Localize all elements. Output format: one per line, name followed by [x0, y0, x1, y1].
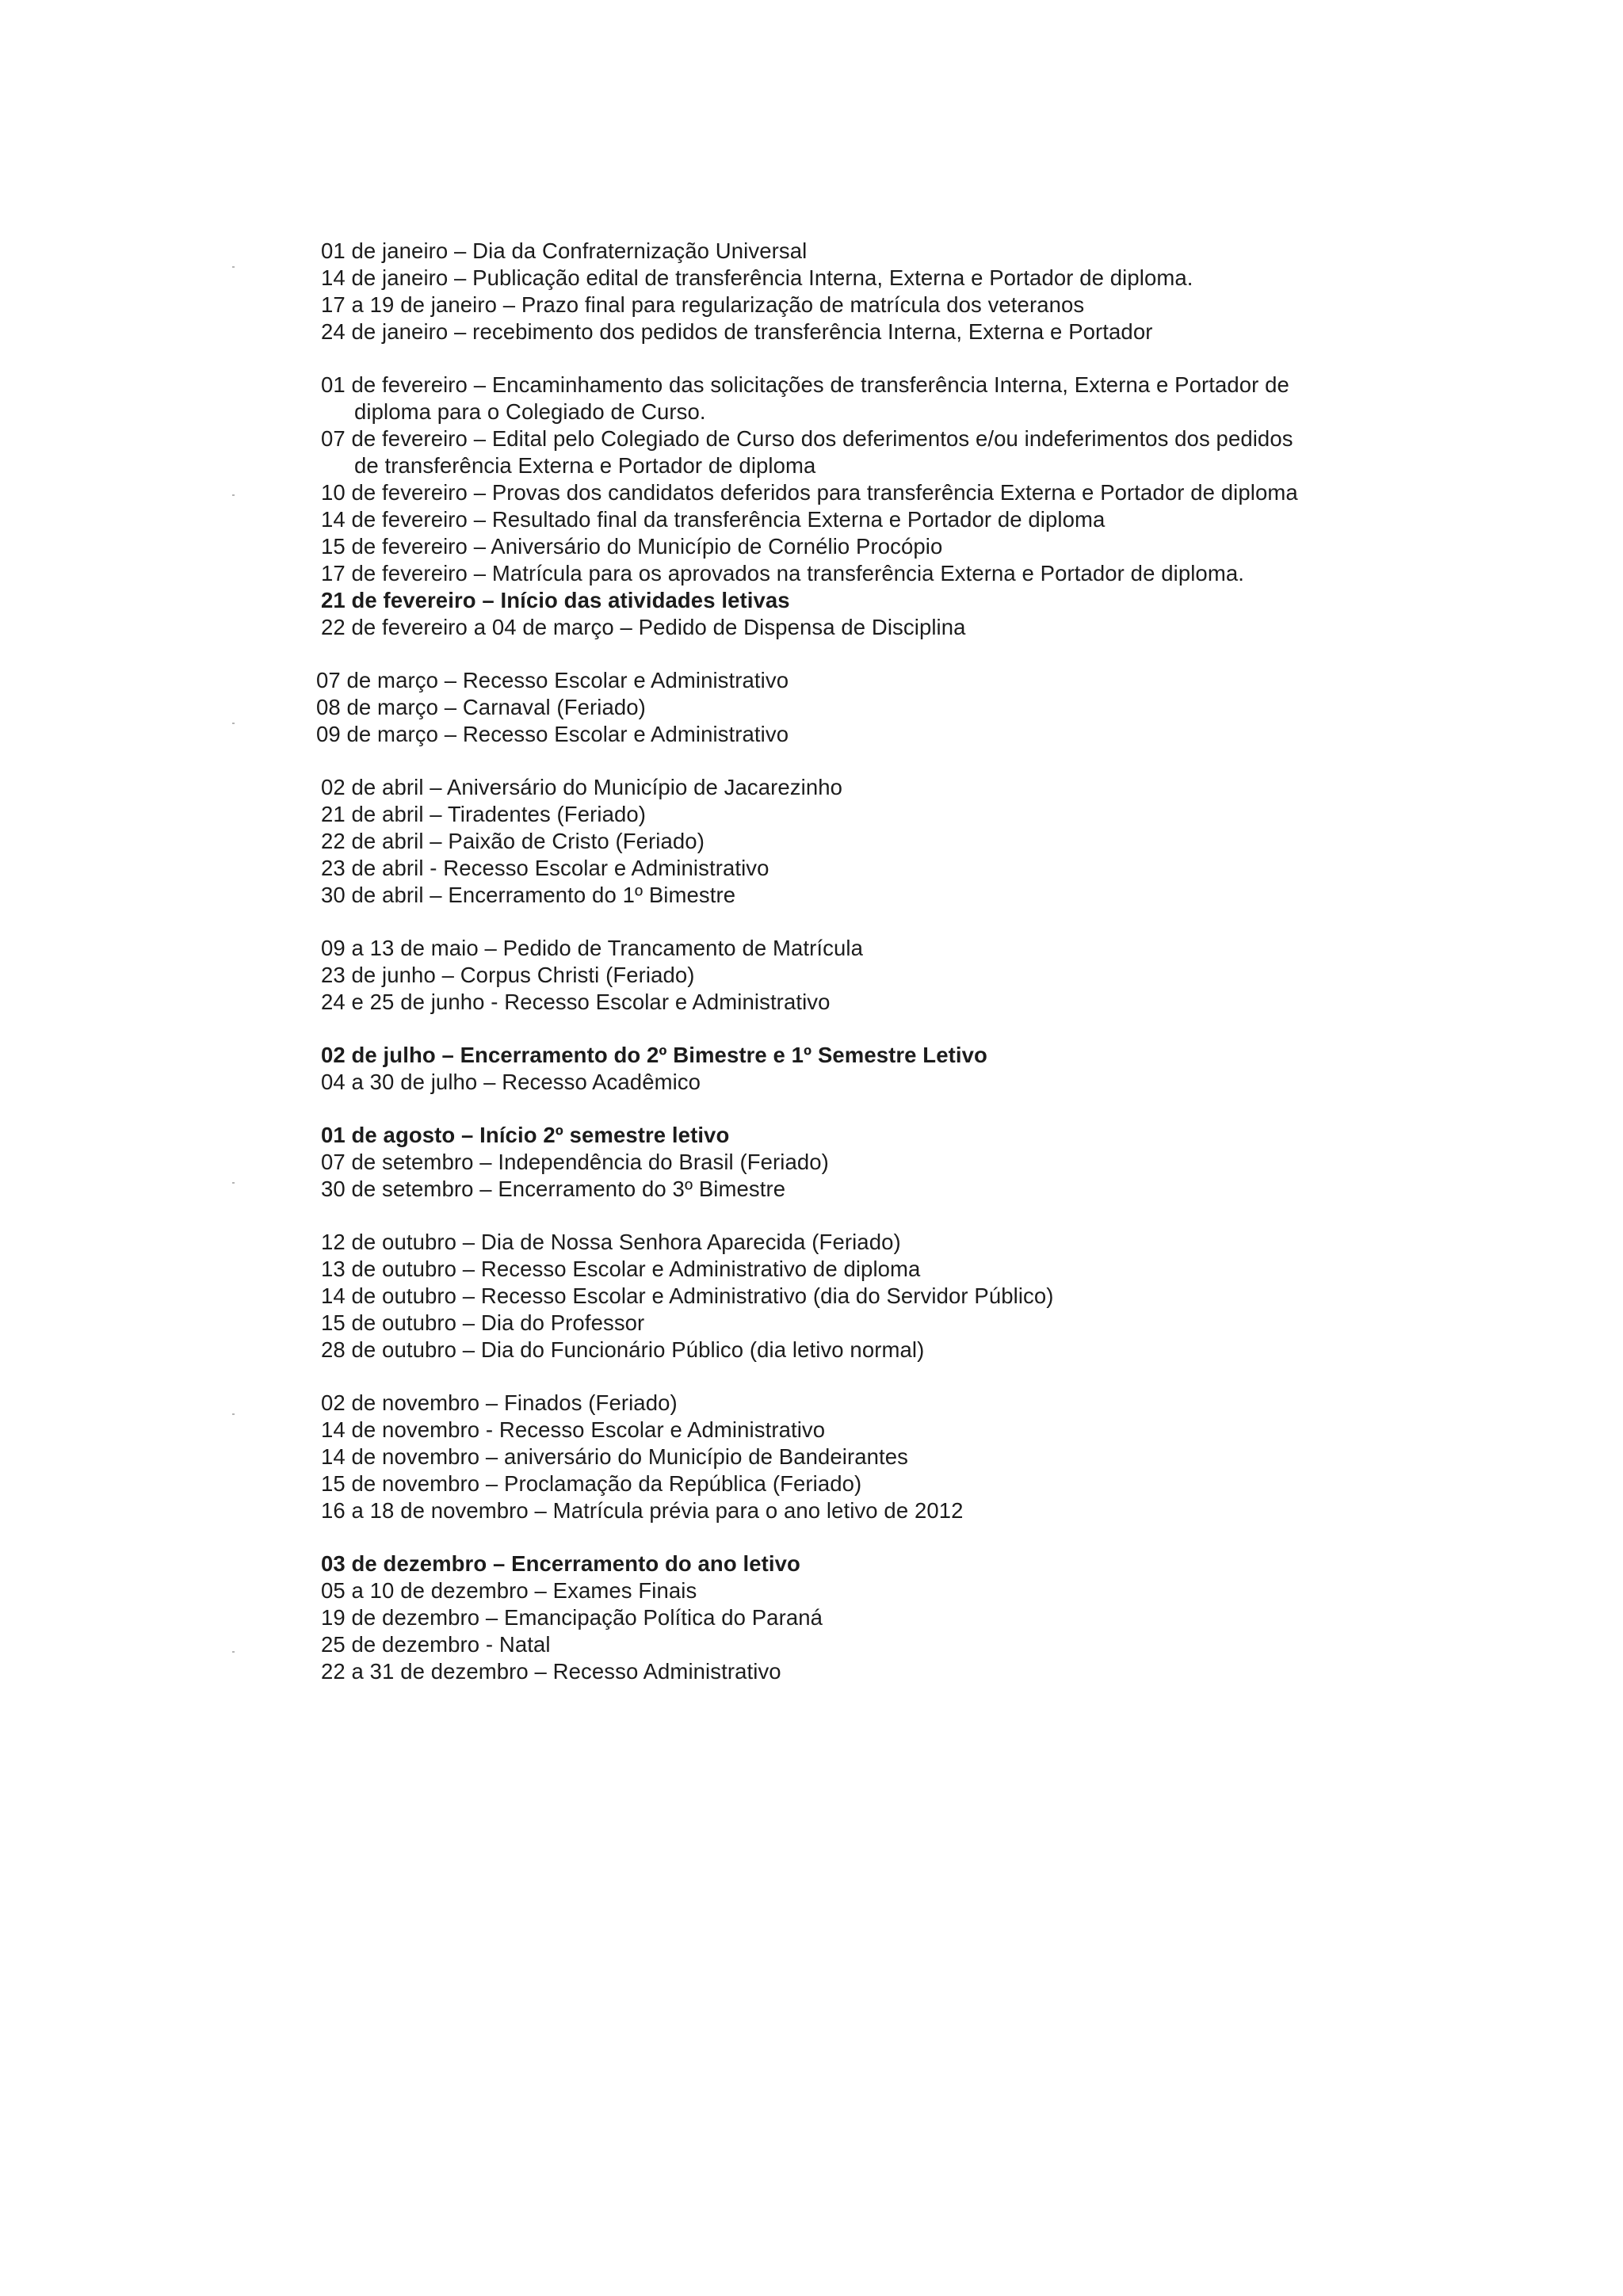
- event-group: [321, 1229, 1399, 1363]
- event-line: 10 de fevereiro – Provas dos candidatos deferidos para transferência Externa e Portador de diploma: [321, 480, 1298, 505]
- event-line: 15 de fevereiro – Aniversário do Município de Cornélio Procópio: [321, 534, 943, 559]
- event-line: 19 de dezembro – Emancipação Política do Paraná: [321, 1605, 823, 1630]
- event-group: [321, 1390, 1399, 1524]
- event-group: [321, 1042, 1399, 1096]
- event-line: 24 de janeiro – recebimento dos pedidos de transferência Interna, Externa e Portador: [321, 319, 1153, 344]
- event-group: [316, 667, 1399, 748]
- event-line: 14 de outubro – Recesso Escolar e Administrativo (dia do Servidor Público): [321, 1283, 1054, 1308]
- event-line: 02 de abril – Aniversário do Município de Jacarezinho: [321, 775, 843, 799]
- event-line: 01 de agosto – Início 2º semestre letivo: [321, 1123, 730, 1147]
- scan-mark: [232, 1182, 235, 1184]
- calendar-events-list: [316, 238, 1399, 1711]
- scan-mark: [232, 1413, 235, 1415]
- event-group: [321, 372, 1399, 641]
- event-line: 23 de junho – Corpus Christi (Feriado): [321, 963, 695, 987]
- event-line: 03 de dezembro – Encerramento do ano letivo: [321, 1551, 800, 1576]
- event-line: 01 de janeiro – Dia da Confraternização Universal: [321, 238, 808, 263]
- event-line: 22 de abril – Paixão de Cristo (Feriado): [321, 829, 705, 853]
- scan-mark: [232, 1651, 235, 1653]
- event-line: 21 de fevereiro – Início das atividades letivas: [321, 588, 790, 612]
- event-line: 17 a 19 de janeiro – Prazo final para regularização de matrícula dos veteranos: [321, 292, 1085, 317]
- event-line: 28 de outubro – Dia do Funcionário Público (dia letivo normal): [321, 1337, 925, 1362]
- scan-mark: [232, 266, 235, 268]
- event-line: 30 de setembro – Encerramento do 3º Bimestre: [321, 1177, 786, 1201]
- event-line: 12 de outubro – Dia de Nossa Senhora Aparecida (Feriado): [321, 1230, 901, 1254]
- event-line: 05 a 10 de dezembro – Exames Finais: [321, 1578, 697, 1603]
- event-line: 30 de abril – Encerramento do 1º Bimestre: [321, 883, 736, 907]
- event-line: 21 de abril – Tiradentes (Feriado): [321, 802, 647, 826]
- event-line: 13 de outubro – Recesso Escolar e Administrativo de diploma: [321, 1257, 921, 1281]
- event-line: 14 de novembro - Recesso Escolar e Administrativo: [321, 1417, 826, 1442]
- event-line: 15 de outubro – Dia do Professor: [321, 1310, 645, 1335]
- event-line: 24 e 25 de junho - Recesso Escolar e Administrativo: [321, 990, 831, 1014]
- event-line: 09 de março – Recesso Escolar e Administrativo: [316, 722, 789, 746]
- scan-mark: [232, 723, 235, 724]
- event-line: 22 a 31 de dezembro – Recesso Administrativo: [321, 1659, 781, 1684]
- event-line: 15 de novembro – Proclamação da República (Feriado): [321, 1471, 862, 1496]
- event-line: 17 de fevereiro – Matrícula para os aprovados na transferência Externa e Portador de diploma.: [321, 561, 1244, 585]
- event-line: 23 de abril - Recesso Escolar e Administrativo: [321, 856, 769, 880]
- event-line: 07 de fevereiro – Edital pelo Colegiado de Curso dos deferimentos e/ou indeferimentos dos pedidos: [321, 426, 1293, 451]
- event-line-continuation: diploma para o Colegiado de Curso.: [354, 399, 706, 424]
- event-line: 02 de julho – Encerramento do 2º Bimestre e 1º Semestre Letivo: [321, 1043, 987, 1067]
- event-line: 02 de novembro – Finados (Feriado): [321, 1390, 678, 1415]
- event-group: [321, 774, 1399, 909]
- scan-mark: [232, 494, 235, 496]
- event-group: [321, 1550, 1399, 1685]
- event-line: 07 de março – Recesso Escolar e Administrativo: [316, 668, 789, 692]
- event-group: [321, 1122, 1399, 1203]
- event-group: [321, 935, 1399, 1016]
- event-line: 01 de fevereiro – Encaminhamento das solicitações de transferência Interna, Externa e Portador de: [321, 372, 1289, 397]
- event-line: 25 de dezembro - Natal: [321, 1632, 551, 1657]
- event-group: [321, 238, 1399, 345]
- event-line: 22 de fevereiro a 04 de março – Pedido de Dispensa de Disciplina: [321, 615, 966, 639]
- event-line-continuation: de transferência Externa e Portador de diploma: [354, 453, 816, 478]
- event-line: 16 a 18 de novembro – Matrícula prévia para o ano letivo de 2012: [321, 1498, 964, 1523]
- event-line: 14 de fevereiro – Resultado final da transferência Externa e Portador de diploma: [321, 507, 1106, 532]
- event-line: 14 de janeiro – Publicação edital de transferência Interna, Externa e Portador de diploma.: [321, 265, 1193, 290]
- event-line: 08 de março – Carnaval (Feriado): [316, 695, 646, 719]
- event-line: 07 de setembro – Independência do Brasil (Feriado): [321, 1150, 829, 1174]
- event-line: 14 de novembro – aniversário do Município de Bandeirantes: [321, 1444, 909, 1469]
- event-line: 09 a 13 de maio – Pedido de Trancamento de Matrícula: [321, 936, 863, 960]
- event-line: 04 a 30 de julho – Recesso Acadêmico: [321, 1070, 701, 1094]
